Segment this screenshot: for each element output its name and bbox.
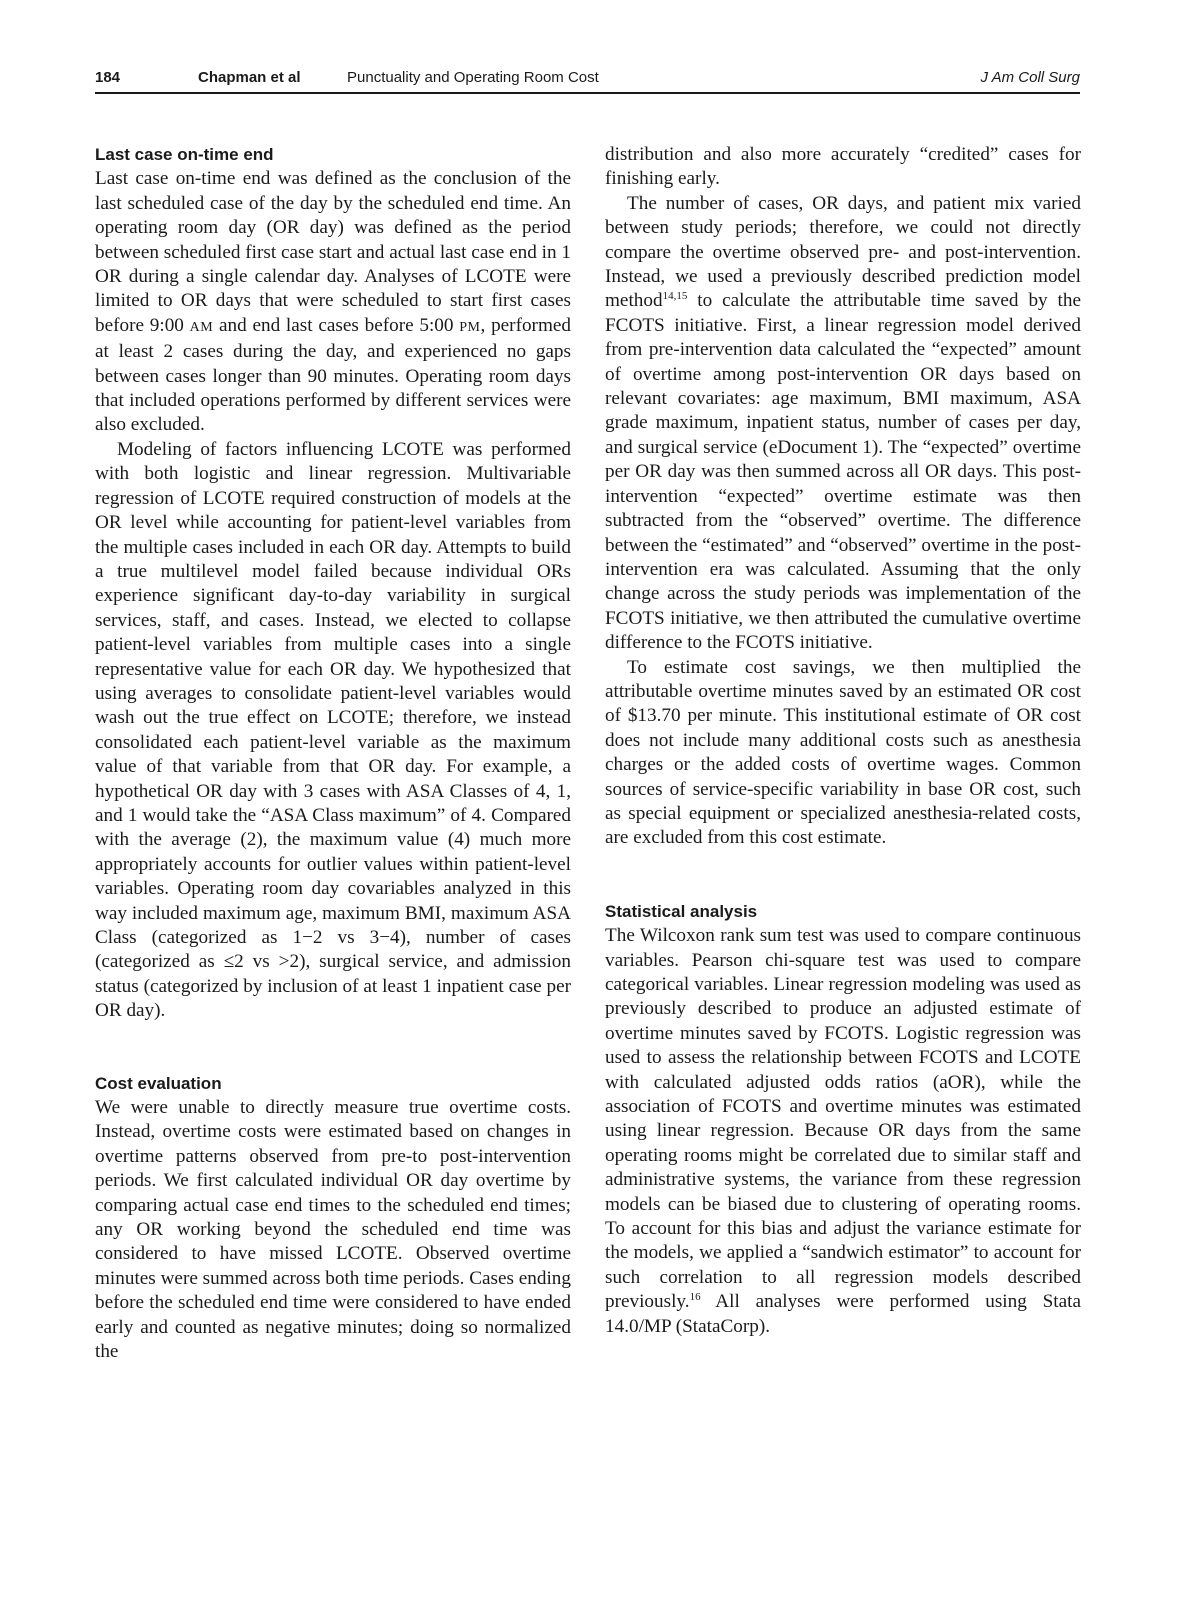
running-title: Punctuality and Operating Room Cost (347, 69, 599, 86)
journal-name: J Am Coll Surg (980, 69, 1080, 86)
paragraph-prediction-model: The number of cases, OR days, and patient mix varied between study periods; therefore, we could not directly compare the overtime observed pre- and post-intervention. Instead, we used a previously described prediction model method$^{14,15}$ to calculate the attributable time saved by the FCOTS initiative. First, a linear regression model derived from pre-intervention data calculated the “expected” amount of overtime among post-intervention OR days based on relevant covariates: age maximum, BMI maximum, ASA grade maximum, inpatient status, number of cases per day, and surgical service (eDocument 1). The “expected” overtime per OR day was then summed across all OR days. This post-intervention “expected” overtime estimate was then subtracted from the “observed” overtime. The difference between the “estimated” and “observed” overtime in the post-intervention era was calculated. Assuming that the only change across the study periods was implementation of the FCOTS initiative, we then attributed the cumulative overtime difference to the FCOTS initiative. (605, 192, 1081, 654)
page-number: 184 (95, 69, 121, 86)
paragraph-lcote-definition: Last case on-time end was defined as the conclusion of the last scheduled case of the day by the scheduled end time. An operating room day (OR day) was defined as the period between scheduled first case start and actual last case end in 1 OR during a single calendar day. Analyses of LCOTE were limited to OR days that were scheduled to start first cases before 9:00 AM and end last cases before 5:00 PM, performed at least 2 cases during the day, and experienced no gaps between cases longer than 90 minutes. Operating room days that included operations performed by different services were also excluded. (95, 168, 571, 436)
left-column (95, 143, 571, 1365)
citation-superscript: 14,15 (662, 290, 688, 303)
running-header (95, 68, 1080, 94)
section-spacer (95, 1024, 571, 1072)
paragraph-cost-evaluation: We were unable to directly measure true overtime costs. Instead, overtime costs were estimated based on changes in overtime patterns observed from pre-to post-intervention periods. We first calculated individual OR day overtime by comparing actual case end times to the scheduled end times; any OR working beyond the scheduled end time was considered to have missed LCOTE. Observed overtime minutes were summed across both time periods. Cases ending before the scheduled end time were considered to have ended early and counted as negative minutes; doing so normalized the (95, 1097, 571, 1363)
section-heading-last-case-on-time-end: Last case on-time end (95, 145, 274, 164)
paragraph-statistical-analysis: The Wilcoxon rank sum test was used to compare continuous variables. Pearson chi-square test was used to compare categorical variables. Linear regression modeling was used as previously described to produce an adjusted estimate of overtime minutes saved by FCOTS. Logistic regression was used to assess the relationship between FCOTS and LCOTE with calculated adjusted odds ratios (aOR), while the association of FCOTS and overtime minutes was estimated using linear regression. Because OR days from the same operating rooms might be correlated due to similar staff and administrative systems, the variance from these regression models can be biased due to clustering of operating rooms. To account for this bias and adjust the variance estimate for the models, we applied a “sandwich estimator” to account for such correlation to all regression models described previously.$^{16}$ All analyses were performed using Stata 14.0/MP (StataCorp). (605, 925, 1081, 1337)
running-authors: Chapman et al (198, 69, 301, 86)
right-column (605, 143, 1081, 1339)
section-heading-statistical-analysis: Statistical analysis (605, 901, 758, 921)
paragraph-cost-savings: To estimate cost savings, we then multiplied the attributable overtime minutes saved by an estimated OR cost of $13.70 per minute. This institutional estimate of OR cost does not include many additional costs such as anesthesia charges or the added costs of overtime wages. Common sources of service-specific variability in base OR cost, such as special equipment or specialized anesthesia-related costs, are excluded from this cost estimate. (605, 656, 1081, 849)
paragraph-cost-continued: distribution and also more accurately “credited” cases for finishing early. (605, 144, 1081, 190)
section-spacer (605, 851, 1081, 900)
citation-superscript: 16 (689, 1291, 701, 1304)
section-heading-cost-evaluation: Cost evaluation (95, 1073, 222, 1093)
paragraph-lcote-modeling: Modeling of factors influencing LCOTE was performed with both logistic and linear regression. Multivariable regression of LCOTE required construction of models at the OR level while accounting for patient-level variables from the multiple cases included in each OR day. Attempts to build a true multilevel model failed because individual ORs experience significant day-to-day variability in surgical services, staff, and cases. Instead, we elected to collapse patient-level variables from multiple cases into a single representative value for each OR day. We hypothesized that using averages to consolidate patient-level variables would wash out the true effect on LCOTE; therefore, we instead consolidated each patient-level variable as the maximum value of that variable from that OR day. For example, a hypothetical OR day with 3 cases with ASA Classes of 4, 1, and 1 would take the “ASA Class maximum” of 4. Compared with the average (2), the maximum value (4) much more appropriately accounts for outlier values within patient-level variables. Operating room day covariables analyzed in this way included maximum age, maximum BMI, maximum ASA Class (categorized as 1−2 vs 3−4), number of cases (categorized as ≤2 vs >2), surgical service, and admission status (categorized by inclusion of at least 1 inpatient case per OR day). (95, 438, 571, 1022)
